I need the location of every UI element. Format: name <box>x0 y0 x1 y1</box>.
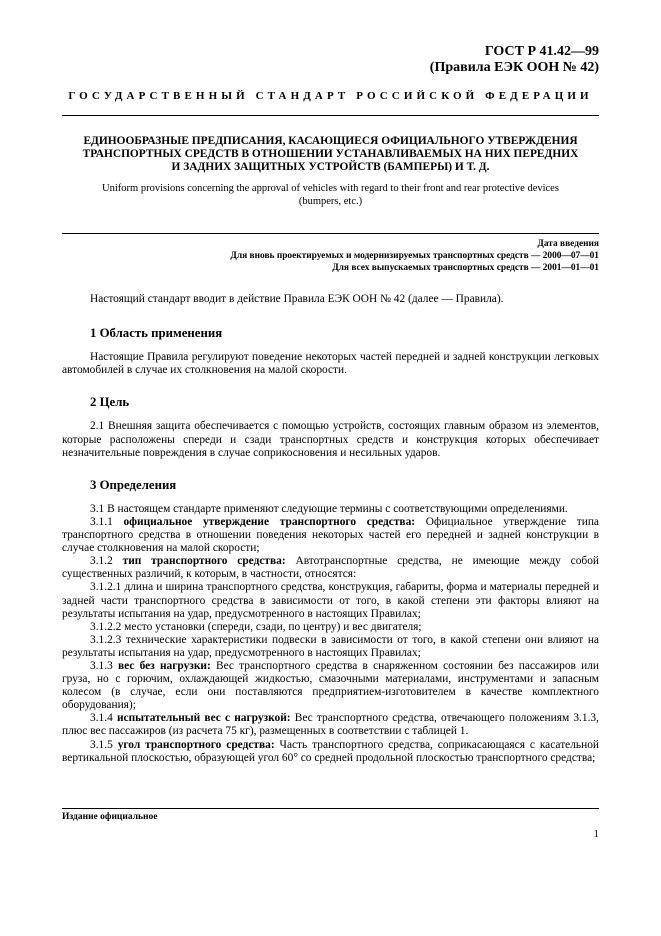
definition: Часть транспортного средства, соприкасающаяся с касательной вертикальной плоскостью, образующей угол 60° со средней продольной плоскостью транспортного средства; <box>62 738 599 764</box>
term: тип транспортного средства: <box>122 555 286 568</box>
clause-number: 3.1.4 <box>90 712 113 725</box>
section-1-text: Настоящие Правила регулируют поведение некоторых частей передней и задней конструкции легковых автомобилей в случае их столкновения на малой скорости. <box>62 351 599 377</box>
document-body <box>62 293 599 765</box>
section-2-text: 2.1 Внешняя защита обеспечивается с помощью устройств, состоящих главным образом из элементов, которые расположены спереди и сзади транспортных средств и конструкция которых обеспечивает незначительные повреждения в случае соприкосновения и несильных ударов. <box>62 420 599 459</box>
date-new-vehicles: Для вновь проектируемых и модернизируемых транспортных средств — 2000—07—01 <box>230 251 599 261</box>
section-1-heading: 1 Область применения <box>90 326 223 341</box>
official-edition-label: Издание официальное <box>62 812 158 822</box>
clause-3-1-1 <box>62 516 599 555</box>
term: испытательный вес с нагрузкой: <box>116 712 291 725</box>
title-line-3: И ЗАДНИХ ЗАЩИТНЫХ УСТРОЙСТВ (БАМПЕРЫ) И Т. Д. <box>171 161 490 173</box>
header-divider <box>62 115 599 116</box>
clause-3-1-2 <box>62 555 599 581</box>
document-title-ru <box>62 135 599 174</box>
document-title-en <box>62 183 599 208</box>
date-all-vehicles: Для всех выпускаемых транспортных средств — 2001—01—01 <box>332 263 599 273</box>
clause-3-1-2-2: 3.1.2.2 место установки (спереди, сзади, по центру) и вес двигателя; <box>90 620 422 633</box>
term: вес без нагрузки: <box>117 659 211 672</box>
definition: Автотранспортные средства, не имеющие между собой существенных различий, к которым, в частности, относятся: <box>62 555 600 581</box>
definition: Вес транспортного средства в снаряженном состоянии без пассажиров или груза, но с горючим, охлаждающей жидкостью, смазочными материалами, инструментами и запасным колесом (в случае, если они поставляются предприятием-изготовителем в качестве комплектного оборудования); <box>62 659 599 712</box>
term: угол транспортного средства: <box>117 738 275 751</box>
clause-number: 3.1.2 <box>90 555 113 568</box>
introduction-dates <box>62 238 599 274</box>
title-line-2: ТРАНСПОРТНЫХ СРЕДСТВ В ОТНОШЕНИИ УСТАНАВЛИВАЕМЫХ НА НИХ ПЕРЕДНИХ <box>82 148 579 160</box>
unece-rules-number: (Правила ЕЭК ООН № 42) <box>429 60 599 75</box>
title-line-1: ЕДИНООБРАЗНЫЕ ПРЕДПИСАНИЯ, КАСАЮЩИЕСЯ ОФИЦИАЛЬНОГО УТВЕРЖДЕНИЯ <box>83 135 578 147</box>
en-title-line-1: Uniform provisions concerning the approval of vehicles with regard to their front and rear protective devices <box>102 183 559 194</box>
section-2-heading: 2 Цель <box>90 395 130 410</box>
intro-paragraph: Настоящий стандарт вводит в действие Правила ЕЭК ООН № 42 (далее — Правила). <box>90 293 504 305</box>
state-standard-heading: ГОСУДАРСТВЕННЫЙ СТАНДАРТ РОССИЙСКОЙ ФЕДЕРАЦИИ <box>68 90 593 102</box>
page-number: 1 <box>593 828 599 840</box>
definition: Официальное утверждение типа транспортного средства в отношении поведения некоторых частей его передней и задней конструкции в случае столкновения на малой скорости; <box>62 515 599 555</box>
clause-3-1: 3.1 В настоящем стандарте применяют следующие термины с соответствующими определениями. <box>90 502 568 515</box>
clause-3-1-2-3: 3.1.2.3 технические характеристики подвески в зависимости от того, в какой степени они влияют на результаты испытания на удар, предусмотренного в настоящих Правилах; <box>62 633 599 659</box>
clause-3-1-5 <box>62 739 599 765</box>
definition: Вес транспортного средства, отвечающего положениям 3.1.3, плюс вес пассажиров (из расчета 75 кг), размещенных в соответствии с таблицей 1. <box>62 712 599 738</box>
dates-heading: Дата введения <box>537 239 599 249</box>
clause-number: 3.1.5 <box>90 738 113 751</box>
clause-3-1-3 <box>62 660 599 712</box>
clause-number: 3.1.1 <box>90 515 113 528</box>
clause-number: 3.1.3 <box>90 659 113 672</box>
clause-3-1-2-1: 3.1.2.1 длина и ширина транспортного средства, конструкция, габариты, форма и материалы передней и задней части транспортного средства в зависимости от того, в какой степени эти факторы влияют на результаты испытания на удар, предусмотренного в настоящих Правилах; <box>62 581 599 620</box>
title-divider <box>62 233 599 234</box>
document-code-block <box>430 44 599 76</box>
term: официальное утверждение транспортного средства: <box>123 515 416 528</box>
section-3-heading: 3 Определения <box>90 477 177 492</box>
en-title-line-2: (bumpers, etc.) <box>298 195 363 207</box>
footer-divider <box>62 808 599 809</box>
clause-3-1-4 <box>62 712 599 738</box>
gost-number: ГОСТ Р 41.42—99 <box>484 44 599 59</box>
